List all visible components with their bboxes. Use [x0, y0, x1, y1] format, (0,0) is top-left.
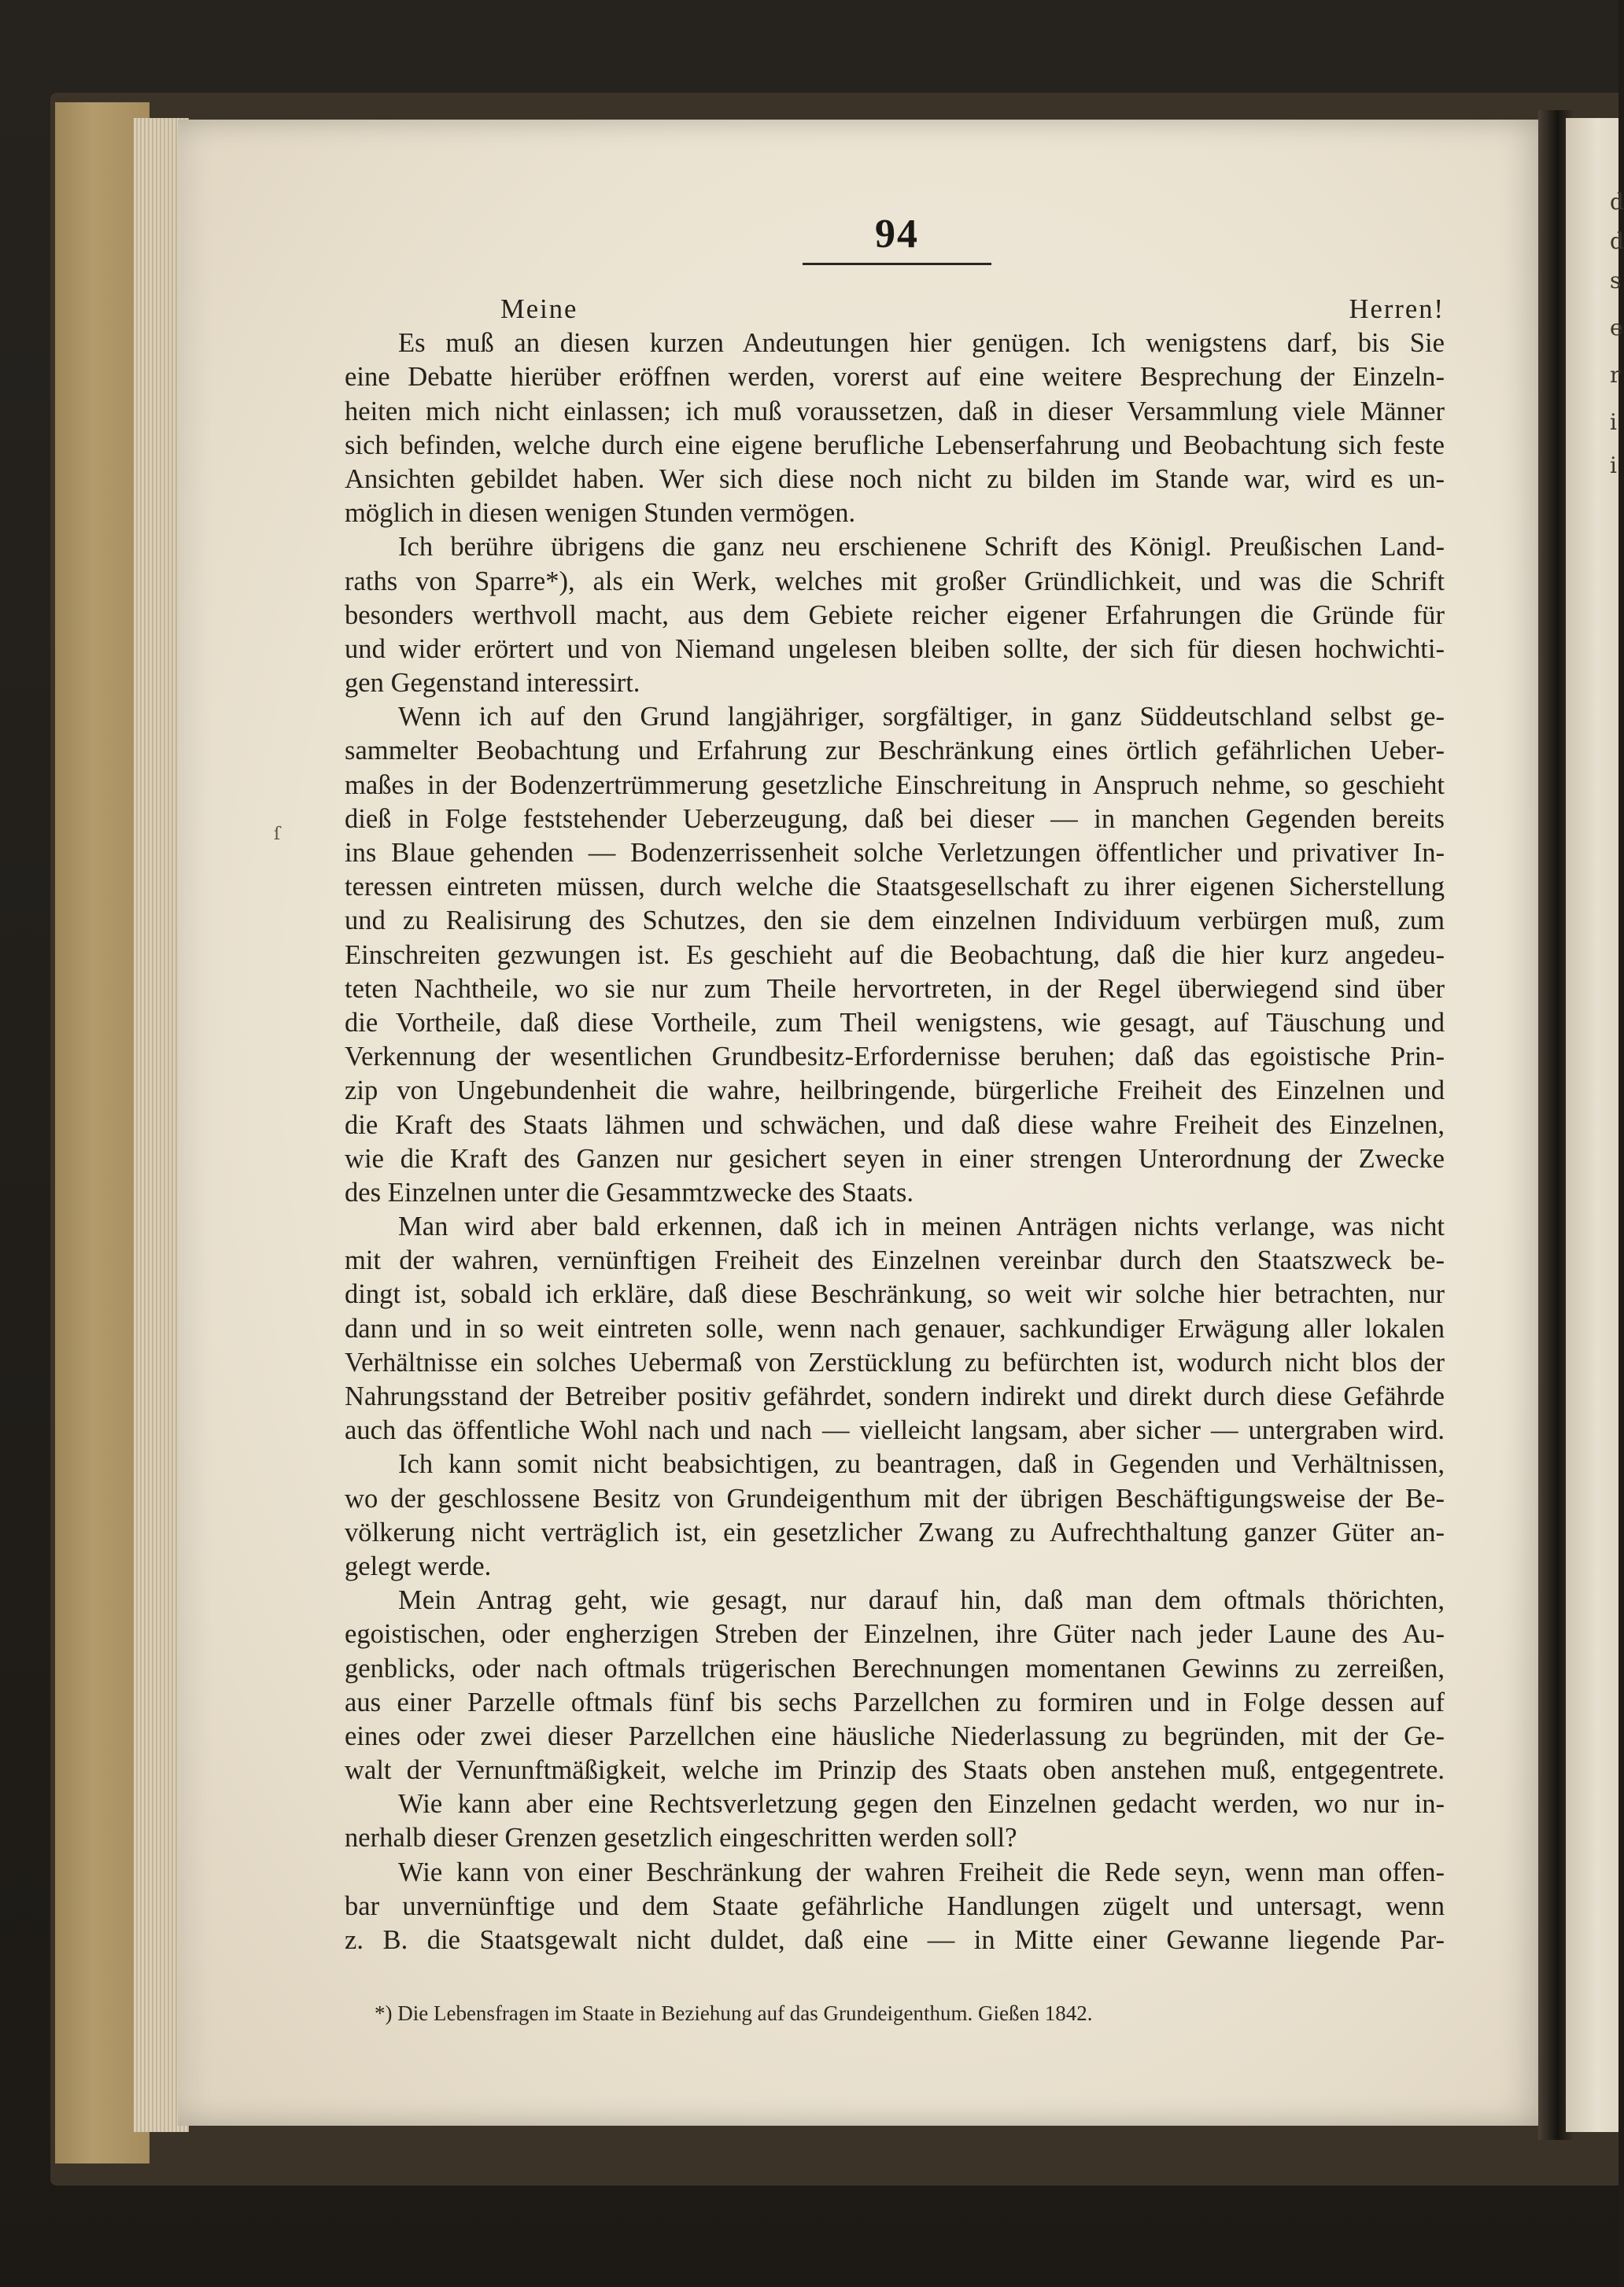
text-line: die Kraft des Staats lähmen und schwächen, und daß diese wahre Freiheit des Einzelnen,	[345, 1109, 1445, 1140]
salutation: Meine Herren!	[500, 294, 1445, 324]
text-line: teten Nachtheile, wo sie nur zum Theile hervortreten, in der Regel überwiegend sind über	[345, 973, 1445, 1004]
text-line: gen Gegenstand interessirt.	[345, 668, 640, 699]
text-line: Ich berühre übrigens die ganz neu erschienene Schrift des Königl. Preußischen Land-	[398, 532, 1445, 563]
text-line: besonders werthvoll macht, aus dem Gebiete reicher eigener Erfahrungen die Gründe für	[345, 599, 1445, 630]
text-line: zip von Ungebundenheit die wahre, heilbringende, bürgerliche Freiheit des Einzelnen und	[345, 1075, 1445, 1106]
text-line: völkerung nicht verträglich ist, ein gesetzlicher Zwang zu Aufrechthaltung ganzer Güter an-	[345, 1517, 1445, 1547]
text-line: dingt ist, sobald ich erkläre, daß diese Beschränkung, so weit wir solche hier betrachten, nur	[345, 1279, 1445, 1310]
text-line: egoistischen, oder engherzigen Streben der Einzelnen, ihre Güter nach jeder Laune des Au-	[345, 1619, 1445, 1650]
body-text	[345, 293, 1445, 1957]
adjacent-page-letter: i	[1610, 409, 1617, 435]
text-line: wie die Kraft des Ganzen nur gesichert seyen in einer strengen Unterordnung der Zwecke	[345, 1143, 1445, 1174]
text-line: Mein Antrag geht, wie gesagt, nur darauf hin, daß man dem oftmals thörichten,	[398, 1585, 1445, 1616]
text-line: möglich in diesen wenigen Stunden vermögen.	[345, 498, 856, 529]
text-line: auch das öffentliche Wohl nach und nach — vielleicht langsam, aber sicher — untergraben wird.	[345, 1415, 1445, 1446]
text-line: Nahrungsstand der Betreiber positiv gefährdet, sondern indirekt und direkt durch diese Gefährde	[345, 1381, 1445, 1411]
text-line: genblicks, oder nach oftmals trügerischen Berechnungen momentanen Gewinns zu zerreißen,	[345, 1653, 1445, 1684]
text-line: sich befinden, welche durch eine eigene berufliche Lebenserfahrung und Beobachtung sich feste	[345, 430, 1445, 460]
text-line: Wenn ich auf den Grund langjähriger, sorgfältiger, in ganz Süddeutschland selbst ge-	[398, 702, 1445, 732]
text-line: bar unvernünftige und dem Staate gefährliche Handlungen zügelt und untersagt, wenn	[345, 1890, 1445, 1921]
adjacent-page-edge	[1566, 118, 1624, 2132]
footnote: *) Die Lebensfragen im Staate in Beziehung auf das Grundeigenthum. Gießen 1842.	[375, 2001, 1093, 2025]
page-number-rule	[803, 263, 991, 265]
text-line: Man wird aber bald erkennen, daß ich in meinen Anträgen nichts verlange, was nicht	[398, 1212, 1445, 1242]
text-line: und zu Realisirung des Schutzes, den sie dem einzelnen Individuum verbürgen muß, zum	[345, 906, 1445, 936]
text-line: eine Debatte hierüber eröffnen werden, vorerst auf eine weitere Besprechung der Einzeln-	[345, 362, 1445, 393]
adjacent-page-letter: d	[1610, 228, 1624, 254]
text-line: nerhalb dieser Grenzen gesetzlich eingeschritten werden soll?	[345, 1823, 1017, 1854]
text-line: Einschreiten gezwungen ist. Es geschieht auf die Beobachtung, daß die hier kurz angedeu-	[345, 939, 1445, 970]
text-line: eines oder zwei dieser Parzellchen eine häusliche Niederlassung zu begründen, mit der Ge-	[345, 1721, 1445, 1751]
text-line: aus einer Parzelle oftmals fünf bis sechs Parzellchen zu formiren und in Folge dessen auf	[345, 1687, 1445, 1717]
text-line: dieß in Folge feststehender Ueberzeugung, daß bei dieser — in manchen Gegenden bereits	[345, 803, 1445, 834]
text-line: dann und in so weit eintreten solle, wenn nach genauer, sachkundiger Erwägung aller lokalen	[345, 1313, 1445, 1344]
text-line: Verkennung der wesentlichen Grundbesitz-Erfordernisse beruhen; daß das egoistische Prin-	[345, 1042, 1445, 1072]
text-line: Verhältnisse ein solches Uebermaß von Zerstücklung zu befürchten ist, wodurch nicht blos der	[345, 1347, 1445, 1378]
text-line: ins Blaue gehenden — Bodenzerrissenheit solche Verletzungen öffentlicher und privativer In-	[345, 838, 1445, 868]
text-line: raths von Sparre*), als ein Werk, welches mit großer Gründlichkeit, und was die Schrift	[345, 566, 1445, 596]
text-line: Wie kann aber eine Rechtsverletzung gegen den Einzelnen gedacht werden, wo nur in-	[398, 1789, 1445, 1820]
text-line: wo der geschlossene Besitz von Grundeigenthum mit der übrigen Beschäftigungsweise der Be-	[345, 1483, 1445, 1514]
adjacent-page-letter: r	[1610, 362, 1621, 388]
text-line: heiten mich nicht einlassen; ich muß voraussetzen, daß in dieser Versammlung viele Männer	[345, 396, 1445, 426]
adjacent-page-letter: e	[1610, 315, 1623, 341]
text-line: mit der wahren, vernünftigen Freiheit des Einzelnen vereinbar durch den Staatszweck be-	[345, 1245, 1445, 1276]
adjacent-page-letter: d	[1610, 189, 1624, 215]
text-line: Ich kann somit nicht beabsichtigen, zu beantragen, daß in Gegenden und Verhältnissen,	[398, 1449, 1445, 1480]
text-line: und wider erörtert und von Niemand ungelesen bleiben sollte, der sich für diesen hochwichti-	[345, 633, 1445, 664]
text-line: z. B. die Staatsgewalt nicht duldet, daß eine — in Mitte einer Gewanne liegende Par-	[345, 1925, 1445, 1955]
text-line: teressen eintreten müssen, durch welche die Staatsgesellschaft zu ihrer eigenen Sicherstellung	[345, 872, 1445, 902]
margin-mark: ſ	[274, 824, 281, 844]
text-line: Es muß an diesen kurzen Andeutungen hier genügen. Ich wenigstens darf, bis Sie	[398, 328, 1445, 359]
page-number: 94	[875, 212, 919, 256]
text-line: Ansichten gebildet haben. Wer sich diese noch nicht zu bilden im Stande war, wird es un-	[345, 463, 1445, 494]
text-line: Wie kann von einer Beschränkung der wahren Freiheit die Rede seyn, wenn man offen-	[398, 1857, 1445, 1887]
text-line: die Vortheile, daß diese Vortheile, zum Theil wenigstens, wie gesagt, auf Täuschung und	[345, 1007, 1445, 1038]
text-line: sammelter Beobachtung und Erfahrung zur Beschränkung eines örtlich gefährlichen Ueber-	[345, 736, 1445, 766]
text-line: walt der Vernunftmäßigkeit, welche im Prinzip des Staats oben anstehen muß, entgegentrete.	[345, 1755, 1445, 1786]
adjacent-page-letter: i	[1610, 452, 1617, 478]
text-line: maßes in der Bodenzertrümmerung gesetzliche Einschreitung in Anspruch nehme, so geschieht	[345, 769, 1445, 800]
adjacent-page-letter: s	[1610, 267, 1622, 293]
text-line: gelegt werde.	[345, 1551, 492, 1581]
text-line: des Einzelnen unter die Gesammtzwecke des Staats.	[345, 1177, 914, 1208]
